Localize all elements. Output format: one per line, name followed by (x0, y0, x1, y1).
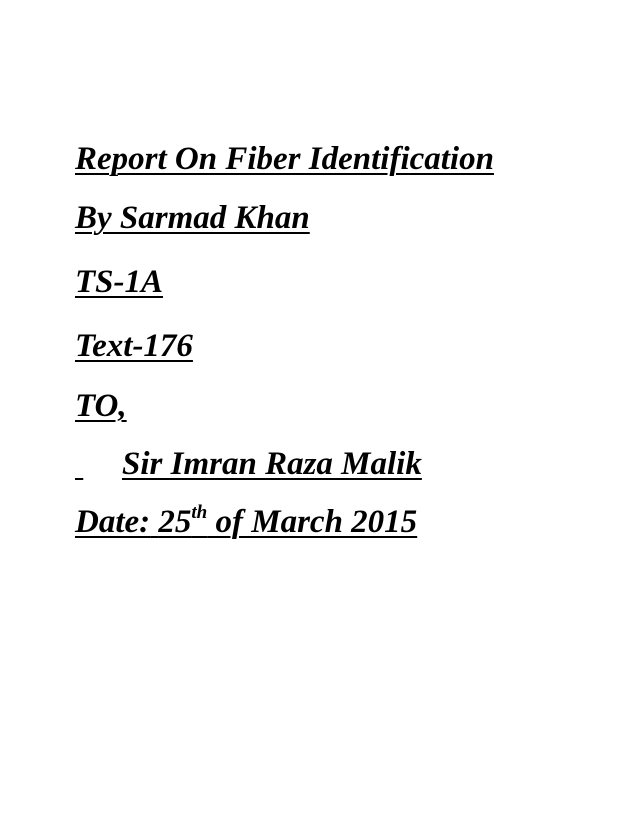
recipient-name: Sir Imran Raza Malik (122, 446, 422, 482)
date-line (75, 503, 417, 541)
course-line: Text-176 (75, 328, 193, 364)
date-day-suffix: th (191, 502, 208, 523)
date-label: Date: (75, 504, 151, 540)
author-line: By Sarmad Khan (75, 200, 310, 236)
recipient-line (75, 445, 422, 483)
date-day: 25 (158, 504, 192, 540)
to-label: TO, (75, 388, 127, 424)
class-line: TS-1A (75, 264, 164, 300)
date-rest: of March 2015 (215, 504, 418, 540)
recipient-indent (75, 445, 122, 483)
report-title: Report On Fiber Identification (75, 141, 494, 177)
